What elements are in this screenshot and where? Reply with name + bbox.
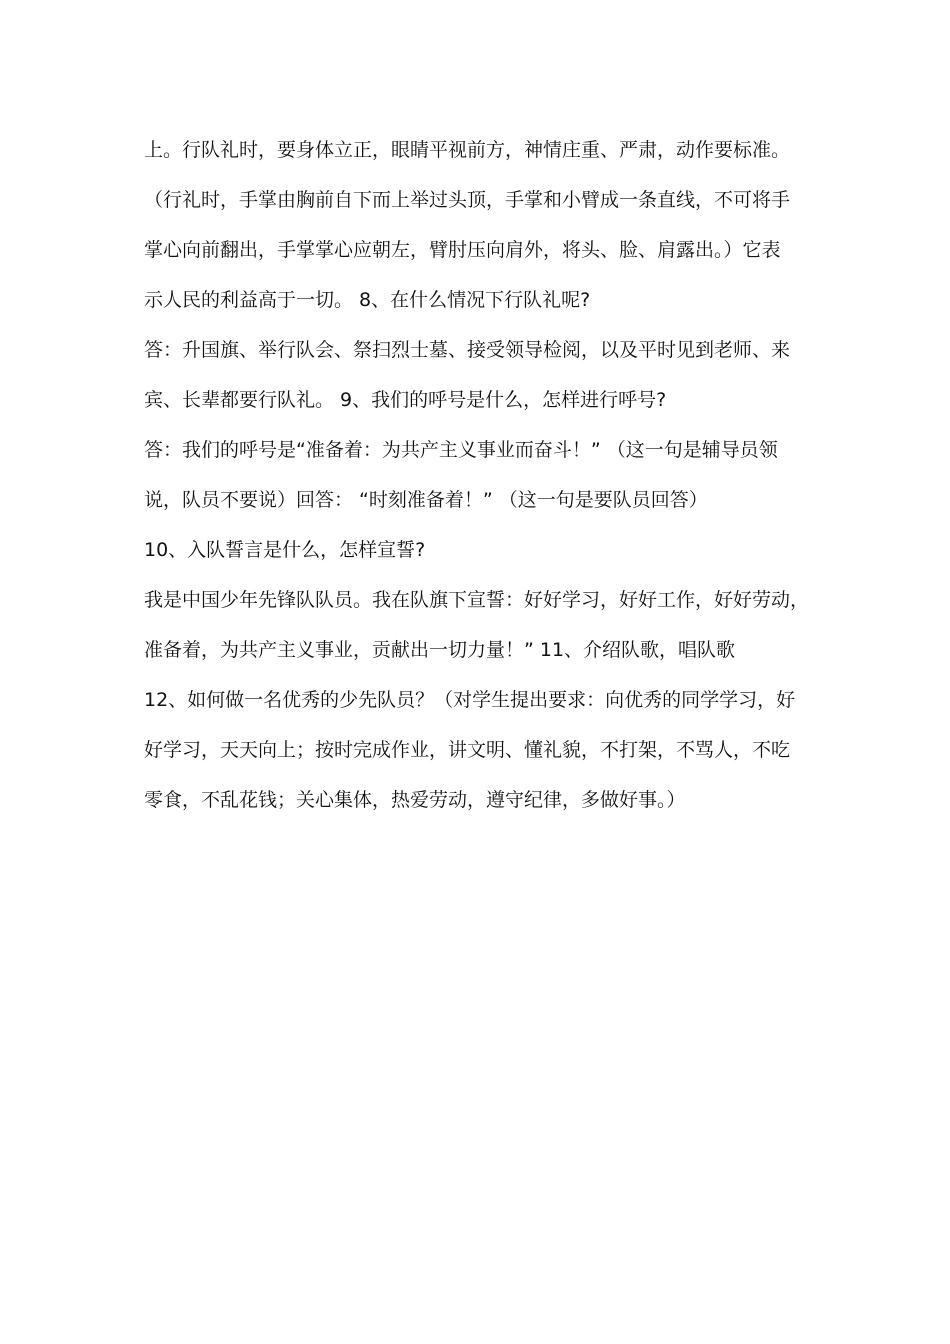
text-line-7: 答：我们的呼号是“准备着：为共产主义事业而奋斗！” （这一句是辅导员领 bbox=[144, 439, 778, 461]
text-line-9: 10、入队誓言是什么，怎样宣誓? bbox=[144, 539, 426, 561]
text-line-4: 示人民的利益高于一切。 8、在什么情况下行队礼呢? bbox=[144, 289, 591, 311]
text-line-8: 说，队员不要说）回答： “时刻准备着！” （这一句是要队员回答） bbox=[144, 489, 708, 511]
text-line-13: 好学习，天天向上；按时完成作业，讲文明、懂礼貌，不打架，不骂人，不吃 bbox=[144, 739, 791, 761]
text-line-10: 我是中国少年先锋队队员。我在队旗下宣誓：好好学习，好好工作，好好劳动， bbox=[144, 589, 810, 611]
text-line-6: 宾、长辈都要行队礼。 9、我们的呼号是什么，怎样进行呼号? bbox=[144, 389, 667, 411]
text-line-2: （行礼时，手掌由胸前自下而上举过头顶，手掌和小臂成一条直线，不可将手 bbox=[144, 189, 791, 211]
document-body bbox=[144, 125, 824, 825]
text-line-11: 准备着，为共产主义事业，贡献出一切力量！” 11、介绍队歌，唱队歌 bbox=[144, 639, 736, 661]
text-line-1: 上。行队礼时，要身体立正，眼睛平视前方，神情庄重、严肃，动作要标准。 bbox=[144, 139, 791, 161]
text-line-12: 12、如何做一名优秀的少先队员？（对学生提出要求：向优秀的同学学习，好 bbox=[144, 689, 796, 711]
text-line-3: 掌心向前翻出，手掌掌心应朝左，臂肘压向肩外，将头、脸、肩露出。）它表 bbox=[144, 239, 781, 261]
text-line-5: 答：升国旗、举行队会、祭扫烈士墓、接受领导检阅，以及平时见到老师、来 bbox=[144, 339, 791, 361]
text-line-14: 零食，不乱花钱；关心集体，热爱劳动，遵守纪律，多做好事。） bbox=[144, 789, 686, 811]
